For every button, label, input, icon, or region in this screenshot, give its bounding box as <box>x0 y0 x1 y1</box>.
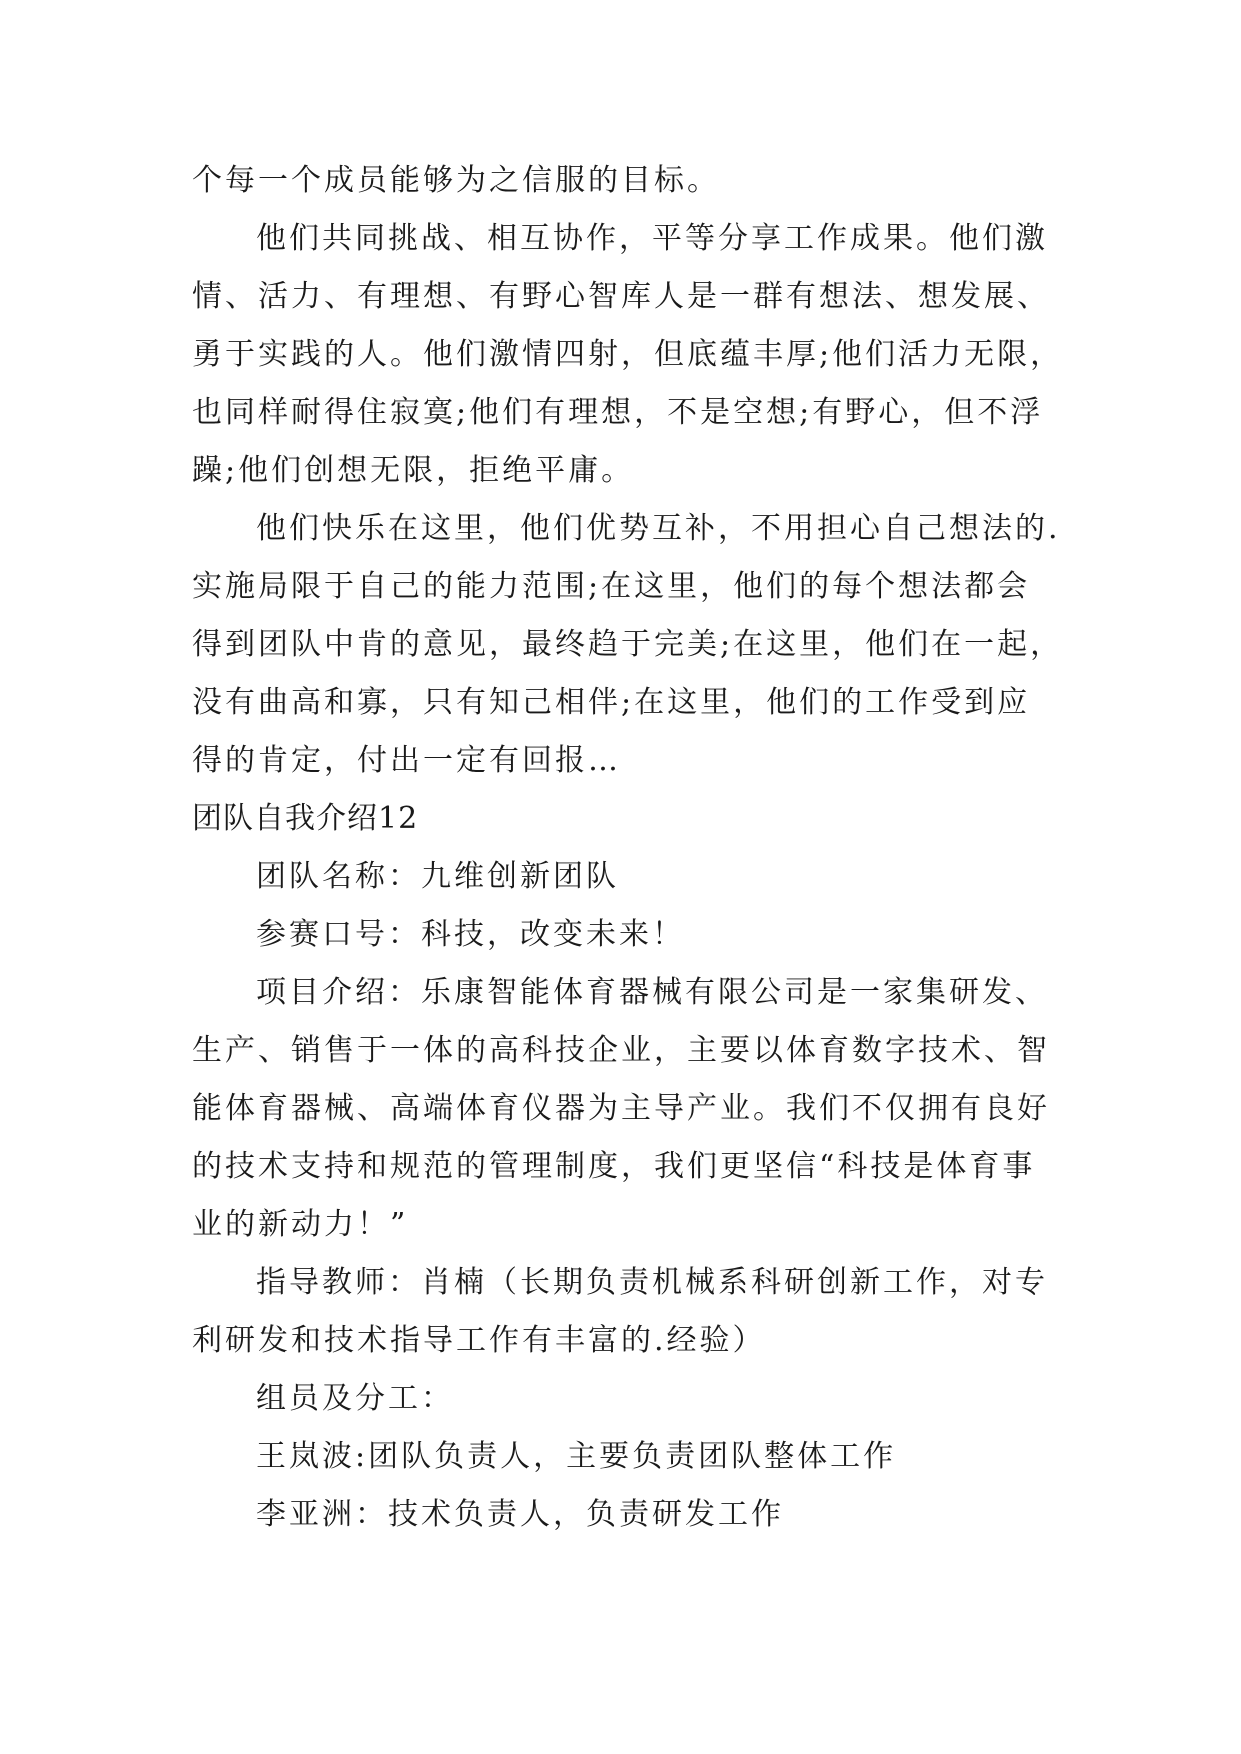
document-body <box>192 152 1072 1544</box>
text-line: 的技术支持和规范的管理制度，我们更坚信“科技是体育事 <box>192 1149 1036 1184</box>
text-line: 生产、销售于一体的高科技企业，主要以体育数字技术、智 <box>192 1033 1050 1068</box>
text-line: 勇于实践的人。他们激情四射，但底蕴丰厚;他们活力无限， <box>192 337 1064 372</box>
section-heading: 团队自我介绍12 <box>192 801 419 836</box>
advisor-line: 指导教师：肖楠（长期负责机械系科研创新工作，对专 <box>256 1265 1048 1300</box>
text-line: 没有曲高和寡，只有知己相伴;在这里，他们的工作受到应 <box>192 685 1031 720</box>
text-line: 能体育器械、高端体育仪器为主导产业。我们不仅拥有良好 <box>192 1091 1050 1126</box>
text-line: 情、活力、有理想、有野心智库人是一群有想法、想发展、 <box>192 279 1050 314</box>
text-line: 躁;他们创想无限，拒绝平庸。 <box>192 453 635 488</box>
text-line: 得的肯定，付出一定有回报… <box>192 743 621 778</box>
text-line: 个每一个成员能够为之信服的目标。 <box>192 163 720 198</box>
member-line: 王岚波:团队负责人，主要负责团队整体工作 <box>256 1439 897 1474</box>
project-intro-line: 项目介绍：乐康智能体育器械有限公司是一家集研发、 <box>256 975 1048 1010</box>
slogan-line: 参赛口号：科技，改变未来！ <box>256 917 685 952</box>
text-line: 实施局限于自己的能力范围;在这里，他们的每个想法都会 <box>192 569 1031 604</box>
members-heading-line: 组员及分工： <box>256 1381 454 1416</box>
text-line: 也同样耐得住寂寞;他们有理想，不是空想;有野心，但不浮 <box>192 395 1044 430</box>
text-line: 利研发和技术指导工作有丰富的.经验） <box>192 1323 766 1358</box>
member-line: 李亚洲：技术负责人，负责研发工作 <box>256 1497 784 1532</box>
paragraph-start-line: 他们共同挑战、相互协作，平等分享工作成果。他们激 <box>256 221 1048 256</box>
text-line: 业的新动力！” <box>192 1207 409 1242</box>
paragraph-start-line: 他们快乐在这里，他们优势互补，不用担心自己想法的. <box>256 511 1061 546</box>
team-name-line: 团队名称：九维创新团队 <box>256 859 619 894</box>
text-line: 得到团队中肯的意见，最终趋于完美;在这里，他们在一起， <box>192 627 1064 662</box>
